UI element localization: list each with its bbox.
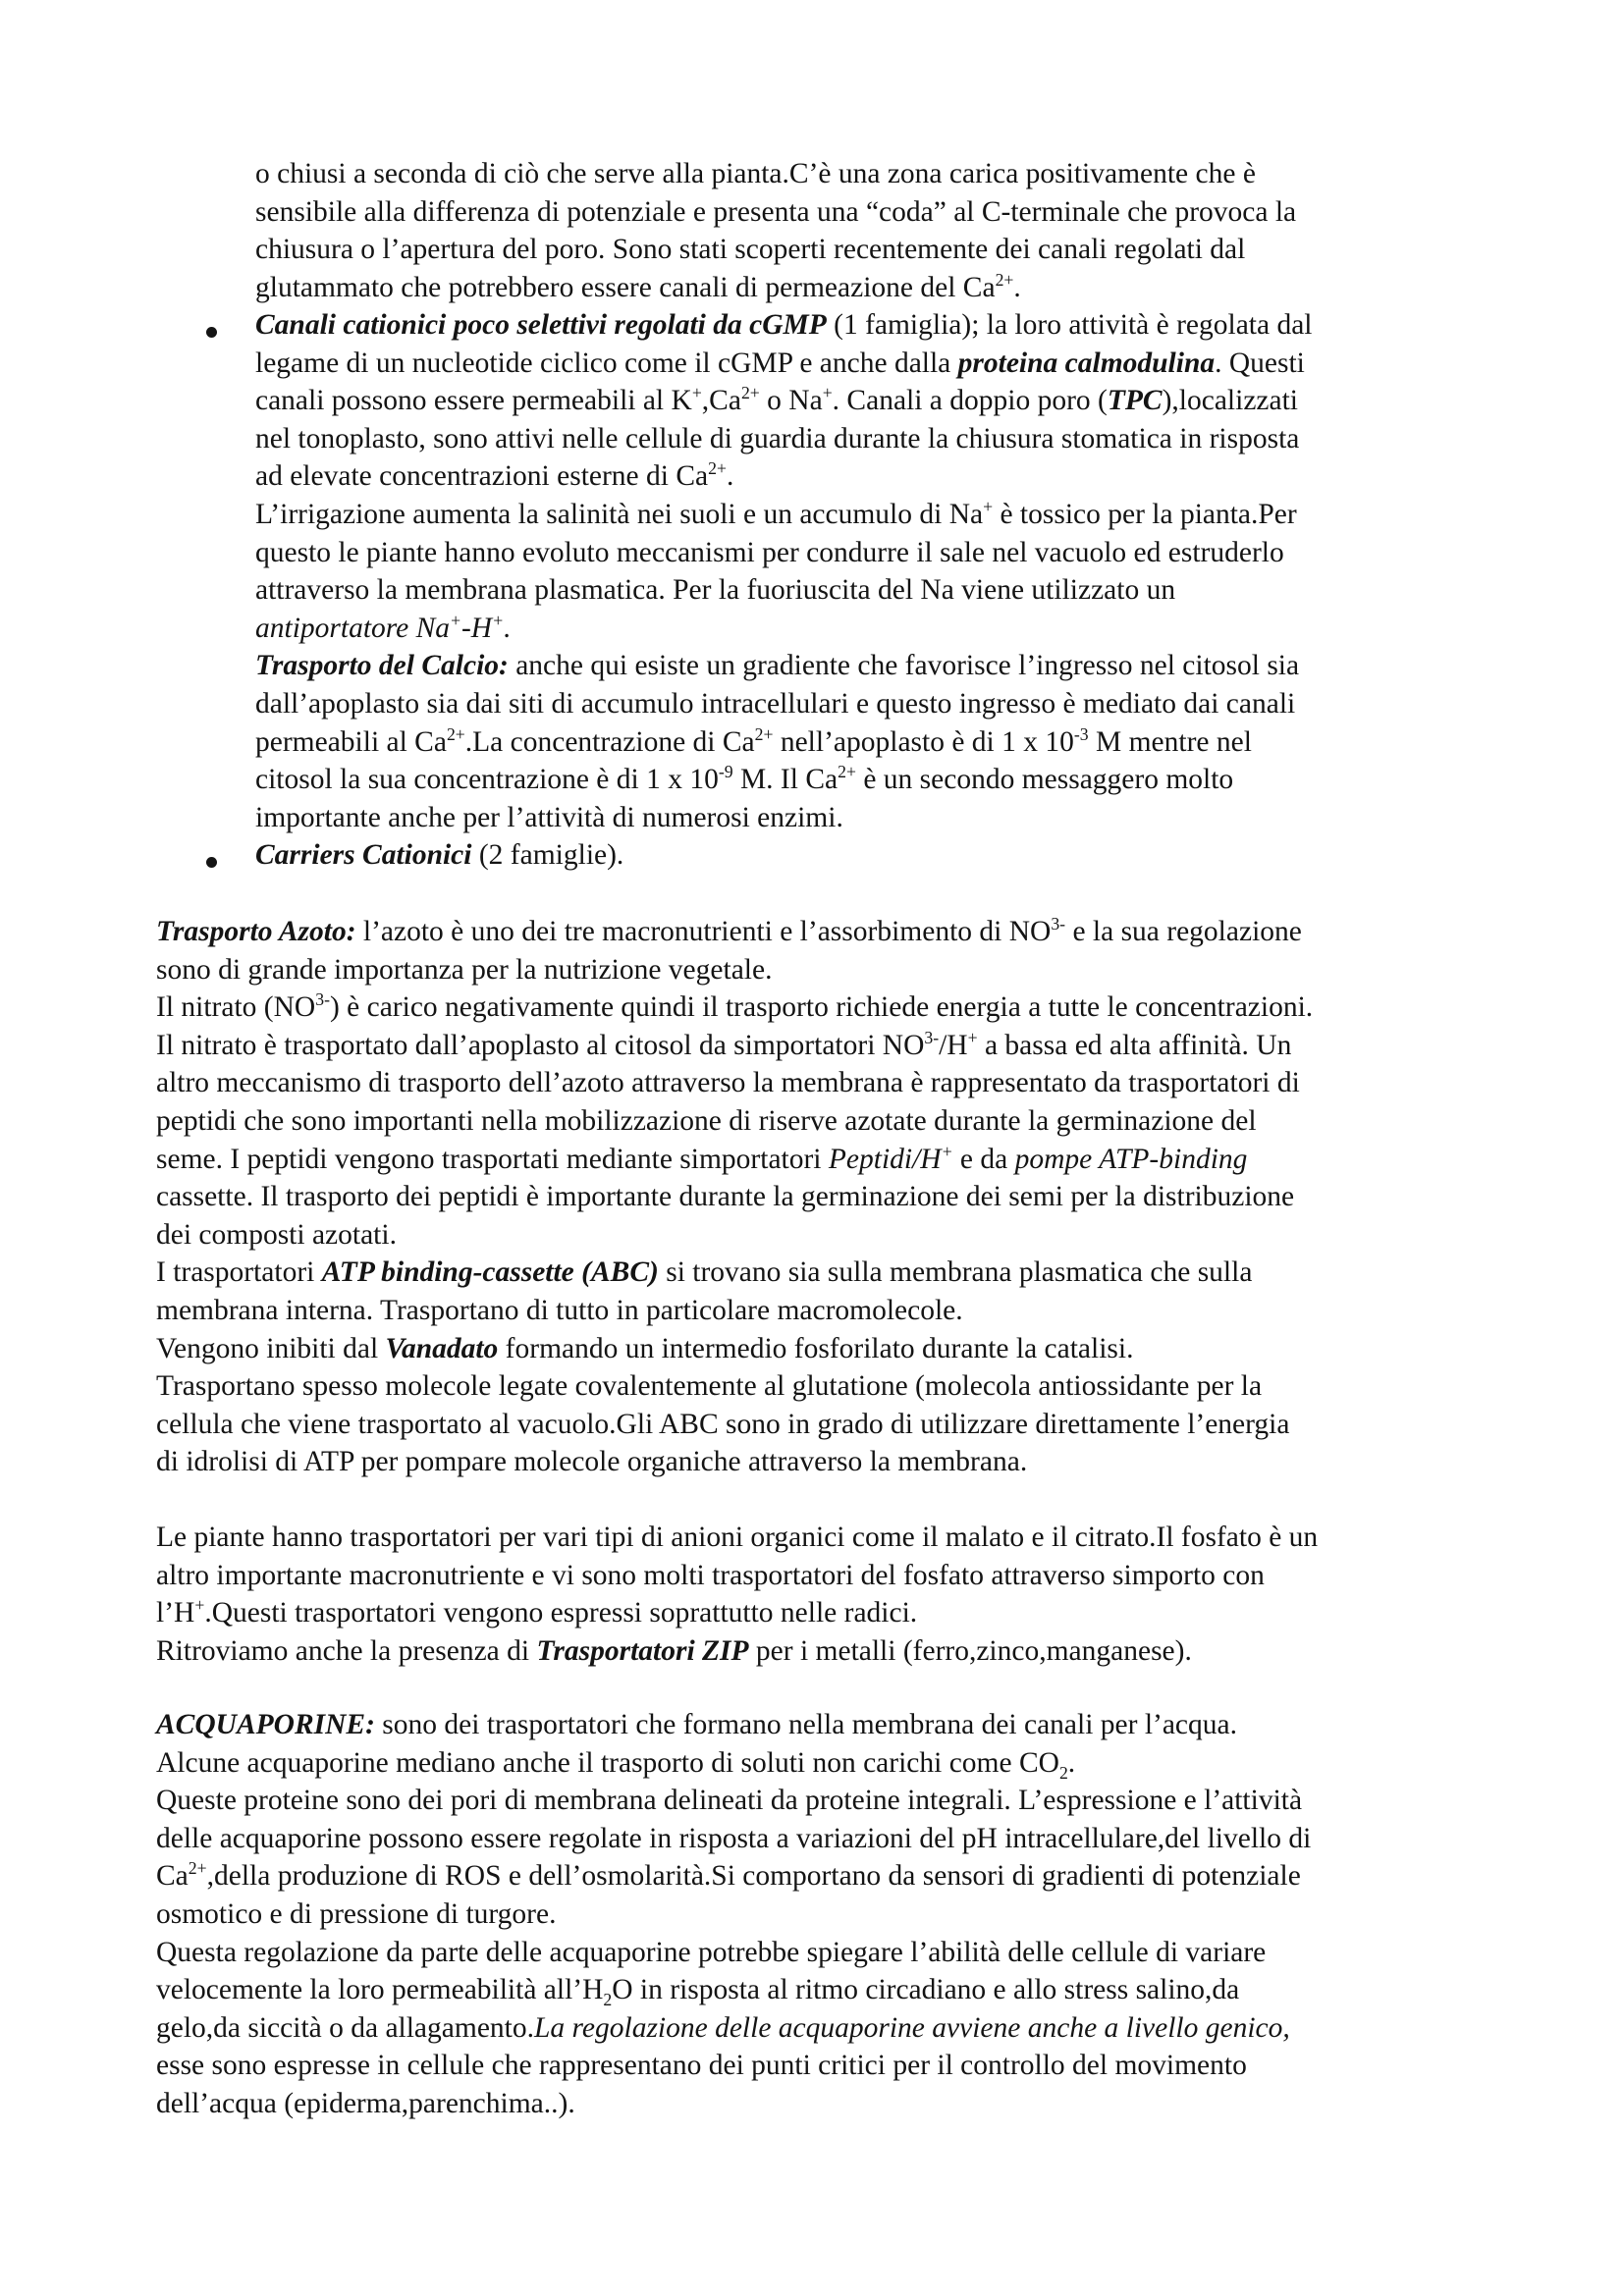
text-line: I trasportatori ATP binding-cassette (ABC) si trovano sia sulla membrana plasmatica che sulla [156, 1256, 1253, 1289]
term-tpc: TPC [1107, 385, 1163, 417]
paragraph-trasporto-azoto [156, 913, 1531, 1481]
term-trasporto-calcio: Trasporto del Calcio: [255, 650, 509, 682]
term-calmodulina: proteina calmodulina [957, 347, 1216, 379]
term-carriers-cationici: Carriers Cationici [255, 839, 472, 871]
text-line: delle acquaporine possono essere regolate in risposta a variazioni del pH intracellulare,del livello di [156, 1822, 1312, 1854]
text-line: nel tonoplasto, sono attivi nelle cellule di guardia durante la chiusura stomatica in risposta [255, 422, 1300, 454]
text-line: Questa regolazione da parte delle acquaporine potrebbe spiegare l’abilità delle cellule di variare [156, 1936, 1267, 1968]
text-line: osmotico e di pressione di turgore. [156, 1897, 557, 1930]
text-line: o chiusi a seconda di ciò che serve alla pianta.C’è una zona carica positivamente che è [255, 158, 1256, 189]
text-line: canali possono essere permeabili al $K^+,Ca^{2+}$ o Na+. Canali a doppio poro (TPC),localizzati [255, 383, 1298, 417]
text-line: velocemente la loro permeabilità $all’H_2O$ in risposta al ritmo circadiano e allo stress salino,da [156, 1974, 1240, 2010]
text-line: Trasporto del Calcio: anche qui esiste un gradiente che favorisce l’ingresso nel citosol sia [255, 650, 1300, 682]
text-line: Trasportano spesso molecole legate covalentemente al glutatione (molecola antiossidante per la [156, 1370, 1263, 1403]
text-line: glutammato che potrebbero essere canali di permeazione del $Ca^{2+}$. [255, 269, 1021, 303]
text-line: Ritroviamo anche la presenza di Trasportatori ZIP per i metalli (ferro,zinco,manganese). [156, 1634, 1192, 1667]
text-line: importante anche per l’attività di numerosi enzimi. [255, 801, 843, 833]
text-line: cassette. Il trasporto dei peptidi è importante durante la germinazione dei semi per la distribuzione [156, 1181, 1295, 1213]
term-canali-cationici: Canali cationici poco selettivi regolati da cGMP [255, 309, 827, 341]
text-line: ad elevate concentrazioni esterne di $Ca^{2+}$. [255, 458, 734, 493]
bullet-icon [206, 857, 217, 868]
term-trasporto-azoto: Trasporto Azoto: [156, 916, 356, 947]
text-line: altro importante macronutriente e vi sono molti trasportatori del fosfato attraverso simporto con [156, 1559, 1265, 1591]
text-line: cellula che viene trasportato al vacuolo.Gli ABC sono in grado di utilizzare direttamente l’energia [156, 1408, 1290, 1440]
text-line: dall’apoplasto sia dai siti di accumulo intracellulari e questo ingresso è mediato dai canali [255, 687, 1296, 720]
text-line: ACQUAPORINE: sono dei trasportatori che formano nella membrana dei canali per l’acqua. [156, 1709, 1237, 1740]
text-line: citosol la sua concentrazione è di 1 x $10^{-9}$ M. Il $Ca^{2+}$ è un secondo messaggero molto [255, 762, 1234, 796]
text-line: Alcune acquaporine mediano anche il trasporto di soluti non carichi come $CO_2$. [156, 1746, 1076, 1783]
paragraph-acquaporine [156, 1706, 1531, 2123]
text-line: permeabili al $Ca^{2+}.La$ concentrazione di $Ca^{2+}$ nell’apoplasto è di 1 x $10^{-3}$ M mentre nel [255, 723, 1252, 758]
text-line: attraverso la membrana plasmatica. Per la fuoriuscita del Na viene utilizzato un [255, 574, 1176, 607]
text-line: Queste proteine sono dei pori di membrana delineati da proteine integrali. L’espressione e l’attività [156, 1785, 1303, 1817]
text-line: l’H+.Questi trasportatori vengono espressi soprattutto nelle radici. [156, 1595, 918, 1629]
text-line: L’irrigazione aumenta la salinità nei suoli e un accumulo di Na+ è tossico per la pianta.Per [255, 497, 1297, 530]
text-line: $Ca^{2+},della$ produzione di ROS e dell’osmolarità.Si comportano da sensori di gradienti di potenziale [156, 1858, 1301, 1893]
bullet-carriers-cationici [255, 836, 1532, 875]
text-line: Il nitrato è trasportato dall’apoplasto al citosol da simportatori $NO^{3-}/H^+$ a bassa ed alta affinità. Un [156, 1027, 1292, 1061]
text-line: legame di un nucleotide ciclico come il cGMP e anche dalla proteina calmodulina. Questi [255, 347, 1305, 379]
text-line: esse sono espresse in cellule che rappresentano dei punti critici per il controllo del movimento [156, 2050, 1247, 2082]
bullet-canali-cationici [255, 306, 1532, 836]
paragraph-canali-continuation [255, 155, 1532, 306]
text-line: seme. I peptidi vengono trasportati mediante simportatori Peptidi/H+ e da pompe ATP-binding [156, 1141, 1248, 1175]
text-line: dell’acqua (epiderma,parenchima..). [156, 2087, 575, 2119]
term-vanadato: Vanadato [385, 1332, 499, 1364]
text-line: chiusura o l’apertura del poro. Sono stati scoperti recentemente dei canali regolati dal [255, 234, 1246, 266]
text-line: membrana interna. Trasportano di tutto in particolare macromolecole. [156, 1294, 963, 1326]
text-line: dei composti azotati. [156, 1218, 397, 1251]
text-line: antiportatore Na+-H+. [255, 610, 512, 644]
text-line: Carriers Cationici (2 famiglie). [255, 839, 624, 871]
term-zip: Trasportatori ZIP [536, 1634, 749, 1667]
text-line: peptidi che sono importanti nella mobilizzazione di riserve azotate durante la germinazione del [156, 1104, 1257, 1137]
text-line: Le piante hanno trasportatori per vari tipi di anioni organici come il malato e il citrato.Il fosfato è un [156, 1522, 1319, 1553]
text-line: Il nitrato $(NO^{3-})$ è carico negativamente quindi il trasporto richiede energia a tutte le concentrazioni. [156, 989, 1314, 1024]
bullet-icon [206, 327, 217, 338]
text-line: altro meccanismo di trasporto dell’azoto attraverso la membrana è rappresentato da trasportatori di [156, 1067, 1300, 1099]
text-line: di idrolisi di ATP per pompare molecole organiche attraverso la membrana. [156, 1446, 1028, 1478]
text-line: gelo,da siccità o da allagamento.La regolazione delle acquaporine avviene anche a livello genico, [156, 2011, 1290, 2044]
paragraph-anioni [156, 1519, 1531, 1670]
text-line: Vengono inibiti dal Vanadato formando un intermedio fosforilato durante la catalisi. [156, 1332, 1134, 1364]
text-line: sensibile alla differenza di potenziale e presenta una “coda” al C-terminale che provoca la [255, 195, 1297, 228]
text-line: Canali cationici poco selettivi regolati da cGMP (1 famiglia); la loro attività è regolata dal [255, 309, 1313, 341]
term-abc: ATP binding-cassette (ABC) [321, 1256, 659, 1289]
text-line: Trasporto Azoto: l’azoto è uno dei tre macronutrienti e l’assorbimento di $NO^{3-}$ e la sua regolazione [156, 914, 1302, 947]
term-acquaporine: ACQUAPORINE: [156, 1709, 375, 1740]
text-line: questo le piante hanno evoluto meccanismi per condurre il sale nel vacuolo ed estruderlo [255, 536, 1284, 568]
text-line: sono di grande importanza per la nutrizione vegetale. [156, 953, 773, 986]
